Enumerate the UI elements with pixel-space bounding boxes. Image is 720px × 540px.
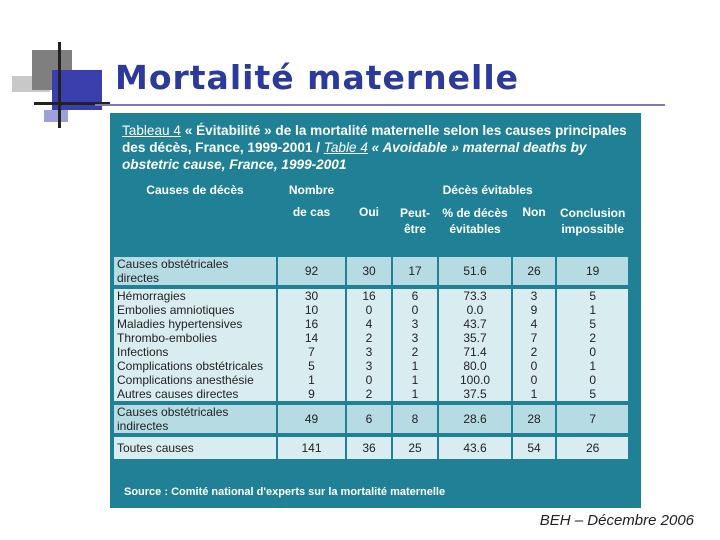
table-row xyxy=(114,331,628,345)
cell-cause: Causes obstétricales directes xyxy=(114,257,276,285)
table-caption xyxy=(122,122,632,173)
cell-pct: 37.5 xyxy=(439,387,511,401)
cell-cause: Maladies hypertensives xyxy=(114,317,276,331)
header-conclusion: Conclusion impossible xyxy=(557,205,628,257)
cell-oui: 0 xyxy=(347,373,391,387)
cell-n: 141 xyxy=(278,437,345,459)
cell-non: 3 xyxy=(513,289,555,303)
header-causes: Causes de décès xyxy=(114,183,276,197)
cell-pct: 35.7 xyxy=(439,331,511,345)
cell-n: 49 xyxy=(278,405,345,433)
table-row xyxy=(114,387,628,401)
table-row xyxy=(114,345,628,359)
cell-ci: 19 xyxy=(557,257,628,285)
cell-pct: 28.6 xyxy=(439,405,511,433)
cell-peut: 25 xyxy=(393,437,437,459)
cell-non: 0 xyxy=(513,373,555,387)
table-row xyxy=(114,317,628,331)
cell-pct: 100.0 xyxy=(439,373,511,387)
cell-pct: 51.6 xyxy=(439,257,511,285)
cell-oui: 2 xyxy=(347,331,391,345)
cell-cause: Hémorragies xyxy=(114,289,276,303)
cell-non: 26 xyxy=(513,257,555,285)
cell-ci: 1 xyxy=(557,303,628,317)
cell-n: 16 xyxy=(278,317,345,331)
cell-pct: 80.0 xyxy=(439,359,511,373)
cell-pct: 43.6 xyxy=(439,437,511,459)
cell-oui: 36 xyxy=(347,437,391,459)
cell-peut: 2 xyxy=(393,345,437,359)
cell-peut: 1 xyxy=(393,359,437,373)
header-pct: % de décès évitables xyxy=(439,205,511,257)
cell-pct: 43.7 xyxy=(439,317,511,331)
cell-ci: 5 xyxy=(557,317,628,331)
table-source: Source : Comité national d'experts sur la mortalité maternelle xyxy=(124,486,446,498)
cell-cause: Embolies amniotiques xyxy=(114,303,276,317)
cell-peut: 17 xyxy=(393,257,437,285)
cell-peut: 1 xyxy=(393,387,437,401)
logo-square-lavender xyxy=(44,110,68,122)
cell-non: 4 xyxy=(513,317,555,331)
caption-en-lead: Table 4 xyxy=(323,140,368,155)
table-row xyxy=(114,437,628,459)
title-underline xyxy=(95,104,665,106)
cell-pct: 0.0 xyxy=(439,303,511,317)
mortality-table xyxy=(112,183,630,459)
cell-n: 7 xyxy=(278,345,345,359)
cell-ci: 7 xyxy=(557,405,628,433)
cell-ci: 0 xyxy=(557,373,628,387)
cell-non: 54 xyxy=(513,437,555,459)
table-row xyxy=(114,373,628,387)
cell-n: 14 xyxy=(278,331,345,345)
caption-english: « Avoidable » maternal deaths by obstetric cause, France, 1999-2001 xyxy=(122,140,587,172)
cell-n: 1 xyxy=(278,373,345,387)
header-deces-evitables: Décès évitables xyxy=(347,183,628,197)
caption-french: « Évitabilité » de la mortalité maternelle selon les causes principales des décès, France, 1999-2001 / xyxy=(122,123,627,155)
slide-logo xyxy=(10,40,110,130)
cell-ci: 0 xyxy=(557,345,628,359)
cell-oui: 3 xyxy=(347,345,391,359)
header-peut-etre: Peut-être xyxy=(393,205,437,257)
cell-peut: 8 xyxy=(393,405,437,433)
header-de-cas: de cas xyxy=(278,205,345,257)
cell-oui: 4 xyxy=(347,317,391,331)
table-row xyxy=(114,303,628,317)
cell-ci: 2 xyxy=(557,331,628,345)
cell-peut: 6 xyxy=(393,289,437,303)
cell-oui: 6 xyxy=(347,405,391,433)
cell-cause: Thrombo-embolies xyxy=(114,331,276,345)
header-row-1 xyxy=(114,183,628,197)
table-row xyxy=(114,289,628,303)
header-non: Non xyxy=(513,205,555,257)
cell-ci: 1 xyxy=(557,359,628,373)
cell-oui: 30 xyxy=(347,257,391,285)
cell-cause: Complications anesthésie xyxy=(114,373,276,387)
header-row-2 xyxy=(114,205,628,257)
cell-n: 10 xyxy=(278,303,345,317)
cell-non: 9 xyxy=(513,303,555,317)
cell-ci: 26 xyxy=(557,437,628,459)
logo-vertical-line xyxy=(58,42,61,128)
cell-cause: Complications obstétricales xyxy=(114,359,276,373)
cell-ci: 5 xyxy=(557,387,628,401)
cell-pct: 71.4 xyxy=(439,345,511,359)
header-gap xyxy=(114,197,628,205)
cell-peut: 1 xyxy=(393,373,437,387)
cell-cause: Infections xyxy=(114,345,276,359)
cell-non: 28 xyxy=(513,405,555,433)
cell-oui: 16 xyxy=(347,289,391,303)
table-panel xyxy=(110,113,641,508)
caption-lead: Tableau 4 xyxy=(122,123,181,138)
cell-non: 2 xyxy=(513,345,555,359)
cell-oui: 2 xyxy=(347,387,391,401)
cell-oui: 0 xyxy=(347,303,391,317)
cell-ci: 5 xyxy=(557,289,628,303)
cell-n: 30 xyxy=(278,289,345,303)
cell-n: 5 xyxy=(278,359,345,373)
table-row xyxy=(114,257,628,285)
cell-pct: 73.3 xyxy=(439,289,511,303)
table-row xyxy=(114,359,628,373)
table-row xyxy=(114,405,628,433)
cell-non: 1 xyxy=(513,387,555,401)
cell-peut: 3 xyxy=(393,317,437,331)
cell-cause: Toutes causes xyxy=(114,437,276,459)
cell-oui: 3 xyxy=(347,359,391,373)
cell-cause: Autres causes directes xyxy=(114,387,276,401)
cell-n: 9 xyxy=(278,387,345,401)
header-nombre: Nombre xyxy=(278,183,345,197)
cell-peut: 0 xyxy=(393,303,437,317)
cell-n: 92 xyxy=(278,257,345,285)
slide-title: Mortalité maternelle xyxy=(115,58,520,97)
cell-non: 0 xyxy=(513,359,555,373)
cell-non: 7 xyxy=(513,331,555,345)
cell-cause: Causes obstétricales indirectes xyxy=(114,405,276,433)
cell-peut: 3 xyxy=(393,331,437,345)
header-oui: Oui xyxy=(347,205,391,257)
footer-citation: BEH – Décembre 2006 xyxy=(539,512,694,529)
